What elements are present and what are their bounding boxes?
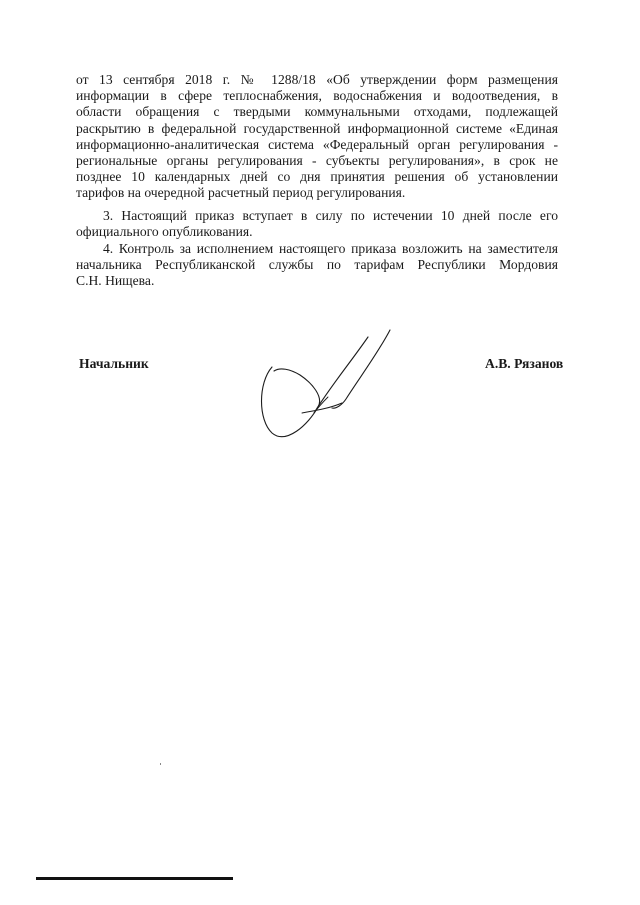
signatory-name: А.В. Рязанов — [485, 356, 564, 371]
paragraph-continuation — [76, 72, 558, 202]
paragraph-item-4 — [76, 241, 558, 290]
handwritten-signature — [250, 325, 400, 450]
text-line: начальника Республиканской службы по тарифам Республики Мордовия — [76, 257, 558, 273]
text-line: раскрытию в федеральной государственной информационной системе «Единая — [76, 120, 558, 136]
bottom-rule — [36, 877, 233, 880]
text-line: области обращения с твердыми коммунальными отходами, подлежащей — [76, 104, 558, 120]
text-line: от 13 сентября 2018 г. № 1288/18 «Об утверждении форм размещения — [76, 72, 558, 87]
text-line: официального опубликования. — [76, 224, 253, 240]
scan-speck — [160, 763, 161, 765]
text-line: 4. Контроль за исполнением настоящего приказа возложить на заместителя — [103, 241, 558, 256]
text-line: С.Н. Нищева. — [76, 273, 155, 289]
signatory-title: Начальник — [79, 356, 149, 371]
paragraph-item-3 — [76, 208, 558, 240]
text-line: информации в сфере теплоснабжения, водоснабжения и водоотведения, в — [76, 88, 558, 104]
text-line: 3. Настоящий приказ вступает в силу по истечении 10 дней после его — [103, 208, 558, 223]
text-line: региональные органы регулирования - субъекты регулирования», в срок не — [76, 153, 558, 169]
text-line: тарифов на очередной расчетный период регулирования. — [76, 185, 406, 201]
text-line: информационно-аналитическая система «Федеральный орган регулирования - — [76, 136, 558, 152]
text-line: позднее 10 календарных дней со дня принятия решения об установлении — [76, 169, 558, 185]
